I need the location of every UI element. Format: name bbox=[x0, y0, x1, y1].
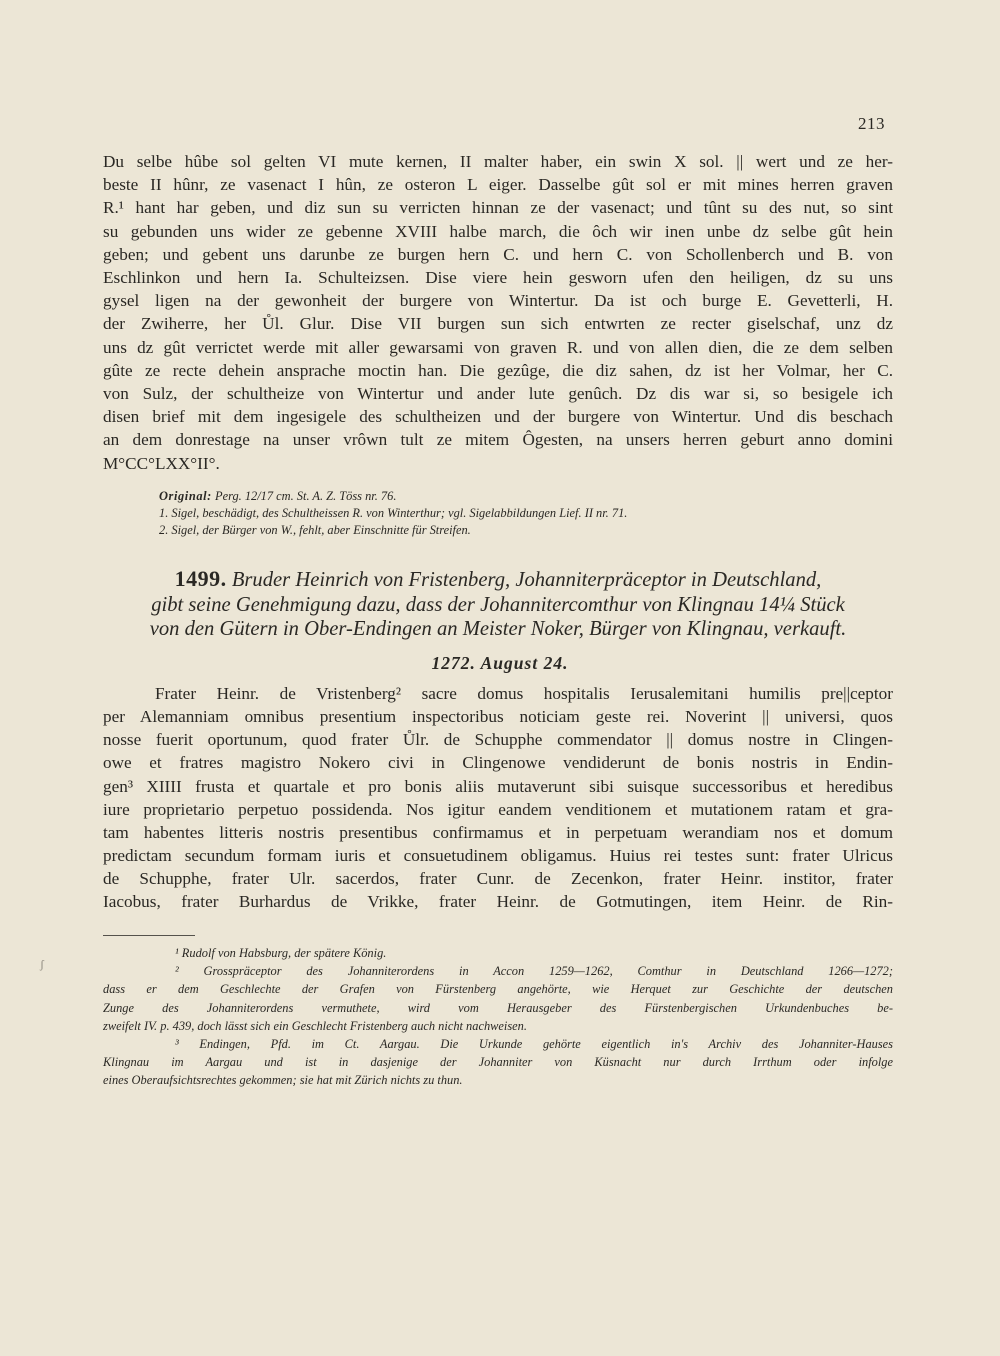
heading-text: Bruder Heinrich von Fristenberg, Johanniterpräceptor in Deutschland, bbox=[231, 569, 822, 591]
document-number: 1499. bbox=[174, 566, 227, 591]
text-line: gen³ XIIII frusta et quartale et pro bonis aliis mutaverunt sibi suisque successoribus et heredibus bbox=[103, 776, 893, 796]
seal-note: 1. Sigel, beschädigt, des Schultheissen R. von Winterthur; vgl. Sigelabbildungen Lief. II nr. 71. bbox=[159, 506, 628, 520]
text-line: disen brief mit dem ingesigele des schultheizen und der burgere von Wintertur. Und dis beschach bbox=[103, 407, 893, 427]
heading-line: gibt seine Genehmigung dazu, dass der Johannitercomthur von Klingnau 14¼ Stück bbox=[151, 593, 845, 616]
footnote-3-line: Klingnau im Aargau und ist in dasjenige der Johanniter von Küsnacht nur durch Irrthum oder infolge bbox=[103, 1055, 893, 1070]
charter-text bbox=[103, 150, 893, 475]
text-line: geben; und gebent uns darunbe ze burgen hern C. und hern C. von Schollenberch und B. von bbox=[103, 244, 893, 264]
text-line: iure proprietario perpetuo possidenda. Nos igitur eandem venditionem et mutationem ratam et gra- bbox=[103, 799, 893, 819]
source-notes bbox=[103, 488, 893, 539]
text-line: owe et fratres magistro Nokero civi in Clingenowe vendiderunt de bonis nostris in Endin- bbox=[103, 753, 893, 773]
heading-line: von den Gütern in Ober-Endingen an Meister Noker, Bürger von Klingnau, verkauft. bbox=[149, 618, 847, 641]
text-line: beste II hûnr, ze vasenact I hûn, ze osteron L eiger. Dasselbe gût sol er mit mines herren graven bbox=[103, 175, 893, 195]
text-line: nosse fuerit oportunum, quod frater Ůlr. de Schupphe commendator || domus nostre in Clingen- bbox=[103, 730, 893, 750]
text-line: Iacobus, frater Burhardus de Vrikke, frater Heinr. de Gotmutingen, item Heinr. de Rin- bbox=[103, 892, 893, 912]
text-line: Frater Heinr. de Vristenberg² sacre domus hospitalis Ierusalemitani humilis pre||ceptor bbox=[155, 684, 893, 703]
text-line: Eschlinkon und hern Ia. Schulteizsen. Dise viere hein gesworn ufen den heiligen, dz su uns bbox=[103, 268, 893, 288]
page-mark: ʃ bbox=[40, 957, 44, 971]
text-line: M°CC°LXX°II°. bbox=[103, 453, 220, 473]
footnote-2-line: ² Grosspräceptor des Johanniterordens in Accon 1259—1262, Comthur in Deutschland 1266—1272; bbox=[175, 964, 893, 979]
text-line: Du selbe hûbe sol gelten VI mute kernen, II malter haber, ein swin X sol. || wert und ze her- bbox=[103, 152, 893, 171]
footnote-2-line: zweifelt IV. p. 439, doch lässt sich ein Geschlecht Fristenberg auch nicht nachweisen. bbox=[103, 1018, 527, 1033]
latin-text bbox=[103, 682, 893, 914]
heading-line bbox=[103, 567, 893, 593]
page-number: 213 bbox=[858, 114, 885, 133]
text-line: der Zwiherre, her Ůl. Glur. Dise VII burgen sun sich entwrten ze recter giselschaf, unz dz bbox=[103, 314, 893, 334]
footnote-2-line: dass er dem Geschlechte der Grafen von Fürstenberg angehörte, wie Herquet zur Geschichte der deutschen bbox=[103, 982, 893, 997]
footnote-3-line: ³ Endingen, Pfd. im Ct. Aargau. Die Urkunde gehörte eigentlich in's Archiv des Johanniter-Hauses bbox=[175, 1037, 893, 1052]
text-line: gysel ligen na der gewonheit der burgere von Wintertur. Da ist och burge E. Gevetterli, H. bbox=[103, 291, 893, 311]
footnotes bbox=[103, 944, 893, 1090]
text-line: de Schupphe, frater Ulr. sacerdos, frater Cunr. de Zecenkon, frater Heinr. institor, frater bbox=[103, 869, 893, 889]
footnote-2-line: Zunge des Johanniterordens vermuthete, wird vom Herausgeber des Fürstenbergischen Urkundenbuches be- bbox=[103, 1000, 893, 1015]
document-heading bbox=[103, 567, 893, 642]
text-line: uns dz gût verrictet werde mit aller gewarsami von graven R. und von allen dien, die ze dem selben bbox=[103, 337, 893, 357]
original-label: Original: bbox=[159, 489, 212, 503]
text-line: R.¹ hant har geben, und diz sun su verricten hinnan ze der vasenact; und tûnt su des nut, so sint bbox=[103, 198, 893, 218]
text-line: von Sulz, der schultheize von Wintertur und ander lute genûch. Dz dis war si, so besigele ich bbox=[103, 384, 893, 404]
document-date: 1272. August 24. bbox=[431, 653, 569, 673]
footnote-3-line: eines Oberaufsichtsrechtes gekommen; sie hat mit Zürich nichts zu thun. bbox=[103, 1073, 463, 1088]
original-note bbox=[103, 488, 893, 505]
text-line: an dem donrestage na unser vrôwn tult ze mitem Ôgesten, na unsers herren geburt anno domini bbox=[103, 430, 893, 450]
original-text: Perg. 12/17 cm. St. A. Z. Töss nr. 76. bbox=[215, 489, 397, 503]
text-line: gûte ze recte dehein ansprache moctin han. Die gezûge, die diz sahen, dz ist her Volmar, her C. bbox=[103, 360, 893, 380]
text-line: predictam secundum formam iuris et consuetudinem obligamus. Huius rei testes sunt: frater Ulricus bbox=[103, 846, 893, 866]
seal-note: 2. Sigel, der Bürger von W., fehlt, aber Einschnitte für Streifen. bbox=[159, 523, 471, 537]
footnote-1: ¹ Rudolf von Habsburg, der spätere König. bbox=[175, 946, 387, 960]
text-line: tam habentes litteris nostris presentibus confirmamus et in perpetuam werandiam nos et domum bbox=[103, 822, 893, 842]
footnote-rule bbox=[103, 935, 195, 936]
text-line: su gebunden uns wider ze gebenne XVIII halbe march, die ôch wir inen unbe dz selbe gût hein bbox=[103, 221, 893, 241]
text-line: per Alemanniam omnibus presentium inspectoribus noticiam geste rei. Noverint || universi, quos bbox=[103, 707, 893, 727]
